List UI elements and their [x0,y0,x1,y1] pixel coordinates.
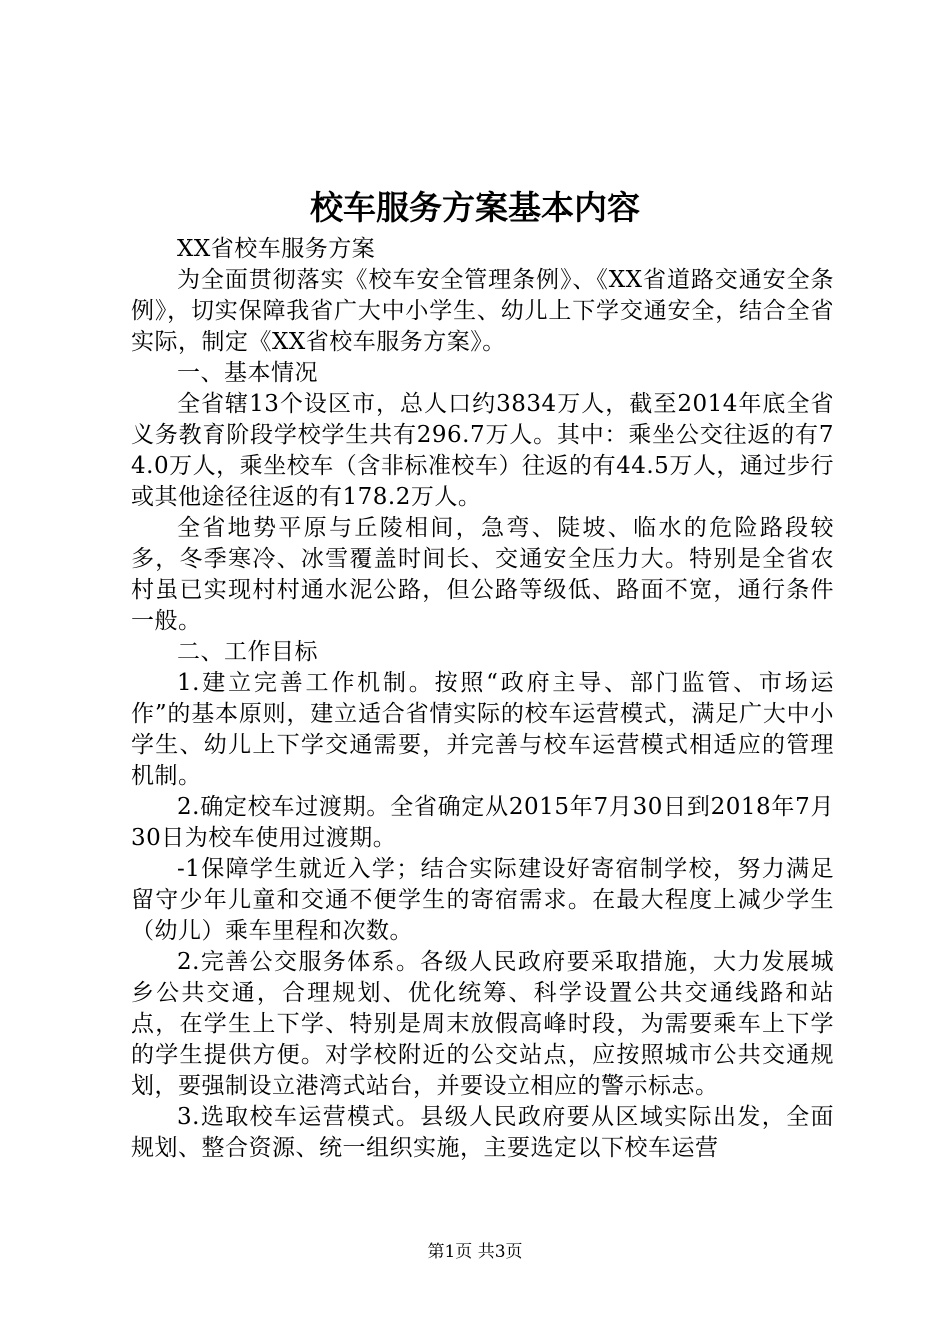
page-number-footer: 第1页 共3页 [427,1242,523,1262]
section-heading-work-goals: 二、工作目标 [177,639,318,665]
document-body [131,234,834,1164]
paragraph-intro: 为全面贯彻落实《校车安全管理条例》、《XX省道路交通安全条例》，切实保障我省广大中小学生、幼儿上下学交通安全，结合全省实际，制定《XX省校车服务方案》。 [131,267,834,355]
paragraph-terrain: 全省地势平原与丘陵相间，急弯、陡坡、临水的危险路段较多，冬季寒冷、冰雪覆盖时间长、交通安全压力大。特别是全省农村虽已实现村村通水泥公路，但公路等级低、路面不宽，通行条件一般。 [131,515,834,634]
paragraph-goal-1: 1.建立完善工作机制。按照“政府主导、部门监管、市场运作”的基本原则，建立适合省情实际的校车运营模式，满足广大中小学生、幼儿上下学交通需要，并完善与校车运营模式相适应的管理机制。 [131,670,834,789]
paragraph-public-transit: 2.完善公交服务体系。各级人民政府要采取措施，大力发展城乡公共交通，合理规划、优化统筹、科学设置公共交通线路和站点，在学生上下学、特别是周末放假高峰时段，为需要乘车上下学的学生提供方便。对学校附近的公交站点，应按照城市公共交通规划，要强制设立港湾式站台，并要设立相应的警示标志。 [131,949,834,1099]
paragraph-nearby-enrollment: -1保障学生就近入学；结合实际建设好寄宿制学校，努力满足留守少年儿童和交通不便学生的寄宿需求。在最大程度上减少学生（幼儿）乘车里程和次数。 [131,856,834,944]
paragraph-goal-2: 2.确定校车过渡期。全省确定从2015年7月30日到2018年7月30日为校车使用过渡期。 [131,794,834,851]
paragraph-plan-name: XX省校车服务方案 [177,236,376,262]
section-heading-basic-situation: 一、基本情况 [177,360,318,386]
paragraph-population-stats: 全省辖13个设区市，总人口约3834万人，截至2014年底全省义务教育阶段学校学生共有296.7万人。其中：乘坐公交往返的有74.0万人，乘坐校车（含非标准校车）往返的有44.5万人，通过步行或其他途径往返的有178.2万人。 [131,391,834,510]
document-title: 校车服务方案基本内容 [310,188,640,227]
paragraph-operating-model: 3.选取校车运营模式。县级人民政府要从区域实际出发，全面规划、整合资源、统一组织实施，主要选定以下校车运营 [131,1104,834,1161]
